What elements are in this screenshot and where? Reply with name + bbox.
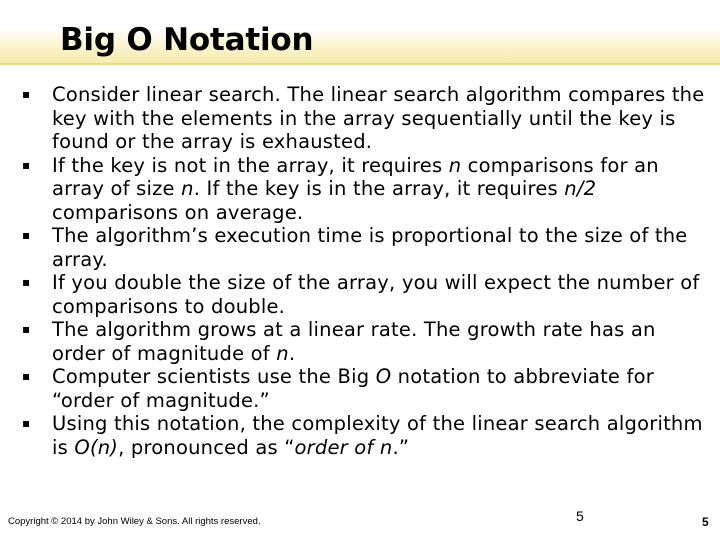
bullet-marker: ▪	[22, 228, 31, 242]
bullet-item	[22, 154, 712, 225]
copyright-footer: Copyright © 2014 by John Wiley & Sons. All rights reserved.	[8, 516, 261, 527]
bullet-text: Consider linear search. The linear search algorithm compares the key with the elements in the array sequentially until the key is found or the array is exhausted.	[52, 83, 705, 153]
bullet-marker: ▪	[22, 322, 31, 336]
bullet-text: If you double the size of the array, you will expect the number of comparisons to double.	[52, 271, 700, 318]
bullet-text: The algorithm grows at a linear rate. The growth rate has an order of magnitude of n.	[52, 318, 656, 365]
bullet-list	[22, 83, 712, 459]
bullet-marker: ▪	[22, 369, 31, 383]
bullet-marker: ▪	[22, 87, 31, 101]
slide-number-right: 5	[702, 515, 709, 529]
bullet-text: The algorithm’s execution time is proportional to the size of the array.	[52, 224, 688, 271]
bullet-item	[22, 271, 712, 318]
title-divider	[0, 63, 720, 65]
bullet-marker: ▪	[22, 275, 31, 289]
bullet-text: Computer scientists use the Big O notation to abbreviate for “order of magnitude.”	[52, 365, 654, 412]
slide-title: Big O Notation	[60, 22, 314, 58]
bullet-text: Using this notation, the complexity of the linear search algorithm is O(n), pronounced as “order of n.”	[52, 412, 703, 459]
bullet-item	[22, 318, 712, 365]
slide-number-center: 5	[576, 508, 584, 524]
bullet-text: If the key is not in the array, it requires n comparisons for an array of size n. If the key is in the array, it requires n/2 comparisons on average.	[52, 153, 659, 224]
bullet-item	[22, 224, 712, 271]
bullet-item	[22, 412, 712, 459]
bullet-item	[22, 365, 712, 412]
bullet-item	[22, 83, 712, 154]
bullet-marker: ▪	[22, 157, 31, 172]
bullet-marker: ▪	[22, 416, 31, 430]
